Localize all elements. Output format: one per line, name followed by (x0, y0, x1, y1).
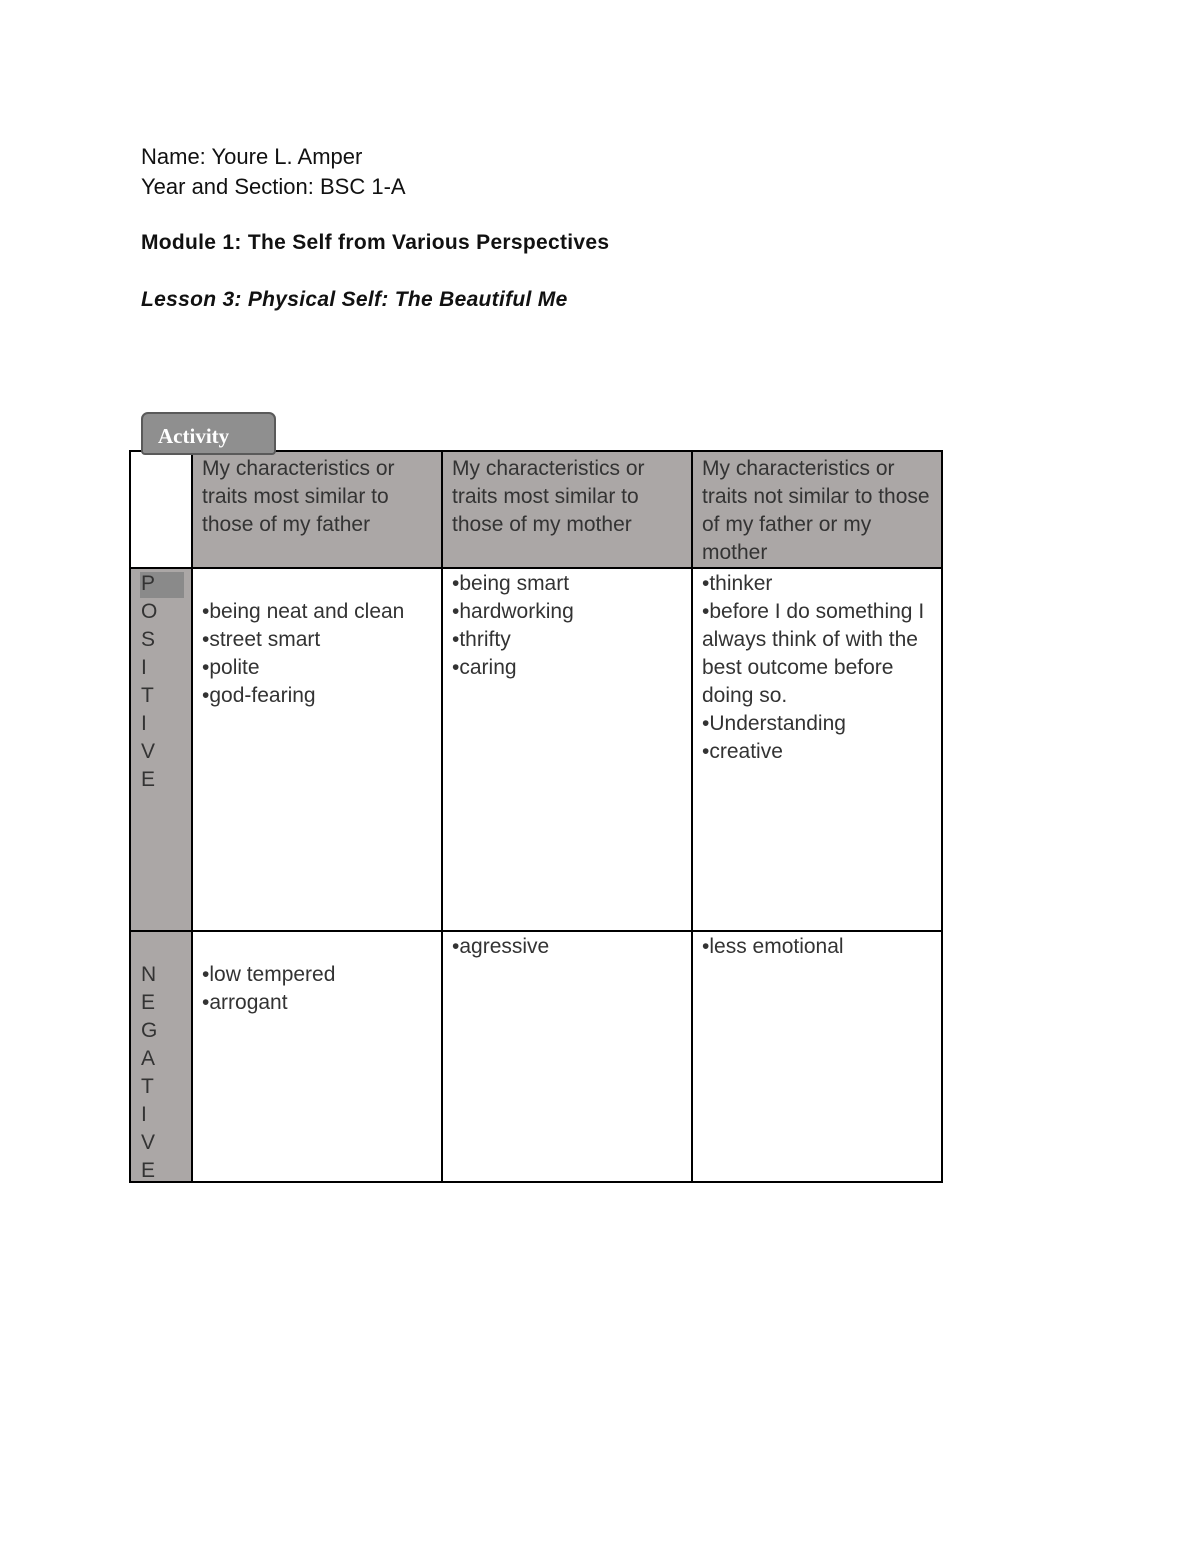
positive-row (130, 568, 942, 931)
negative-letter: I (141, 1103, 147, 1126)
positive-letter: T (141, 684, 154, 707)
lesson-title: Lesson 3: Physical Self: The Beautiful Me (141, 288, 568, 311)
positive-letter: E (141, 768, 156, 791)
positive-letter: O (141, 600, 158, 623)
list-item: •less emotional (702, 935, 844, 958)
list-item: •thrifty (452, 628, 511, 651)
list-item: •Understanding (702, 712, 846, 735)
negative-side-label (130, 931, 192, 1182)
positive-letters (141, 570, 157, 794)
column-header-father: My characteristics or traits most similar to those of my father (192, 451, 442, 568)
positive-letter: V (141, 740, 156, 763)
header-row (130, 451, 942, 568)
negative-father-cell (192, 931, 442, 1182)
negative-neither-cell (692, 931, 942, 1182)
negative-letter: E (141, 1159, 156, 1182)
traits-table (129, 450, 943, 1183)
negative-mother-cell (442, 931, 692, 1182)
list-item: •god-fearing (202, 684, 316, 707)
column-header-neither: My characteristics or traits not similar to those of my father or my mother (692, 451, 942, 568)
negative-letter: A (141, 1047, 156, 1070)
positive-side-label (130, 568, 192, 931)
negative-letter: G (141, 1019, 158, 1042)
list-item: •agressive (452, 935, 550, 958)
positive-mother-cell (442, 568, 692, 931)
positive-letter: I (141, 712, 147, 735)
list-item: •street smart (202, 628, 321, 651)
list-item: •caring (452, 656, 517, 679)
module-title: Module 1: The Self from Various Perspectives (141, 231, 610, 254)
positive-letter: S (141, 628, 156, 651)
activity-label: Activity (158, 424, 230, 448)
negative-letter: T (141, 1075, 154, 1098)
list-item: •creative (702, 740, 783, 763)
negative-letter: N (141, 963, 157, 986)
column-header-mother: My characteristics or traits most similar to those of my mother (442, 451, 692, 568)
negative-letters (141, 961, 157, 1185)
activity-tab (141, 412, 276, 455)
list-item: •thinker (702, 572, 773, 595)
positive-neither-cell (692, 568, 942, 931)
year-and-section: Year and Section: BSC 1-A (141, 174, 406, 199)
negative-row (130, 931, 942, 1182)
positive-letter: P (141, 572, 156, 595)
list-item: •being neat and clean (202, 600, 405, 623)
list-item: •polite (202, 656, 260, 679)
list-item: •low tempered (202, 963, 336, 986)
student-name: Name: Youre L. Amper (141, 144, 363, 169)
positive-father-cell (192, 568, 442, 931)
corner-cell (130, 451, 192, 568)
negative-letter: V (141, 1131, 156, 1154)
list-item: •hardworking (452, 600, 574, 623)
list-item: •arrogant (202, 991, 288, 1014)
list-item: •before I do something I always think of with the best outcome before doing so. (702, 600, 925, 707)
positive-letter: I (141, 656, 147, 679)
list-item: •being smart (452, 572, 570, 595)
negative-letter: E (141, 991, 156, 1014)
